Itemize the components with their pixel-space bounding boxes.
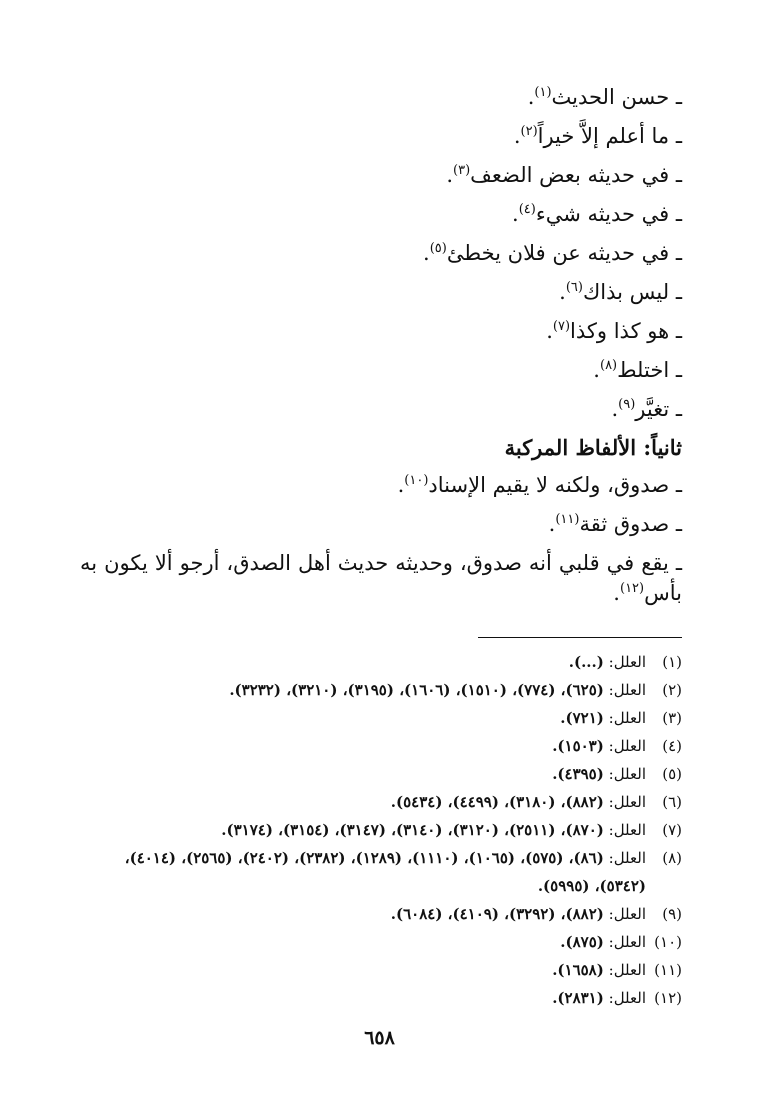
footnote-number: (١٠) — [654, 933, 682, 951]
footnote-number: (٣) — [662, 709, 682, 727]
footnote: (٢) العلل: (٦٢٥)، (٧٧٤)، (١٥١٠)، (١٦٠٦)، (٣١٩٥)، (٣٢١٠)، (٣٢٣٢). — [90, 676, 682, 704]
text-line: ـ صدوق، ولكنه لا يقيم الإسناد$^{(١٠)}$. — [397, 473, 682, 497]
footnote: (٧) العلل: (٨٧٠)، (٢٥١١)، (٣١٢٠)، (٣١٤٠)، (٣١٤٧)، (٣١٥٤)، (٣١٧٤). — [90, 816, 682, 844]
text-line: ـ في حديثه شيء$^{(٤)}$. — [512, 202, 682, 226]
footnote-number: (٥) — [662, 765, 682, 783]
page-number: ٦٥٨ — [364, 1027, 395, 1049]
footnote-ref: (٩) — [618, 397, 636, 412]
text-line: ـ صدوق ثقة$^{(١١)}$. — [548, 512, 682, 536]
text-line: ـ تغيَّر$^{(٩)}$. — [611, 397, 682, 421]
text-line: ـ اختلط$^{(٨)}$. — [593, 358, 682, 382]
text-line: ـ ما أعلم إلاَّ خيراً$^{(٢)}$. — [513, 124, 682, 148]
footnote-number: (٤) — [662, 737, 682, 755]
main-text — [80, 78, 682, 608]
footnote-number: (١٢) — [654, 989, 682, 1007]
footnote-number: (١١) — [654, 961, 682, 979]
text-line: ـ هو كذا وكذا$^{(٧)}$. — [546, 319, 682, 343]
text-line: ـ في حديثه عن فلان يخطئ$^{(٥)}$. — [423, 241, 682, 265]
footnote: (٥) العلل: (٤٣٩٥). — [90, 760, 682, 788]
footnote: (٤) العلل: (١٥٠٣). — [90, 732, 682, 760]
footnote-ref: (٤) — [518, 202, 536, 217]
footnote-number: (١) — [662, 653, 682, 671]
footnote-separator — [478, 637, 682, 638]
text-paragraph: ـ يقع في قلبي أنه صدوق، وحديثه حديث أهل الصدق، أرجو ألا يكون به بأس$^{(١٢)}$. — [80, 551, 682, 605]
footnote-ref: (١) — [534, 85, 552, 100]
footnote-ref: (٨) — [599, 358, 618, 373]
text-line: ـ ليس بذاك$^{(٦)}$. — [559, 280, 682, 304]
footnote-number: (٩) — [662, 905, 682, 923]
footnote-ref: (٦) — [565, 280, 583, 295]
footnotes — [90, 648, 682, 1012]
text-line: ـ حسن الحديث$^{(١)}$. — [527, 85, 682, 109]
section-heading: ثانياً: الألفاظ المركبة — [504, 435, 682, 460]
footnote-number: (٨) — [662, 849, 682, 867]
footnote: (١) العلل: (...). — [90, 648, 682, 676]
footnote: (١٠) العلل: (٨٧٥). — [90, 928, 682, 956]
footnote-ref: (٣) — [453, 163, 471, 178]
footnote-ref: (١٠) — [404, 473, 429, 488]
footnote-ref: (١٢) — [619, 581, 645, 596]
footnote: (٨) العلل: (٨٦)، (٥٧٥)، (١٠٦٥)، (١١١٠)، (١٢٨٩)، (٢٣٨٢)، (٢٤٠٢)، (٢٥٦٥)، (٤٠١٤)، (٥٣٤٢)، (٥٩٩٥). — [90, 844, 682, 900]
footnote-ref: (٧) — [552, 319, 571, 334]
footnote-ref: (١١) — [555, 512, 580, 527]
footnote-number: (٦) — [662, 793, 682, 811]
footnote: (٦) العلل: (٨٨٢)، (٣١٨٠)، (٤٤٩٩)، (٥٤٣٤). — [90, 788, 682, 816]
footnote-ref: (٢) — [520, 124, 538, 139]
footnote-number: (٢) — [662, 681, 682, 699]
footnote-number: (٧) — [662, 821, 682, 839]
footnote: (١٢) العلل: (٢٨٣١). — [90, 984, 682, 1012]
footnote-ref: (٥) — [429, 241, 447, 256]
footnote: (٣) العلل: (٧٢١). — [90, 704, 682, 732]
footnote: (٩) العلل: (٨٨٢)، (٣٢٩٢)، (٤١٠٩)، (٦٠٨٤). — [90, 900, 682, 928]
footnote: (١١) العلل: (١٦٥٨). — [90, 956, 682, 984]
text-line: ـ في حديثه بعض الضعف$^{(٣)}$. — [446, 163, 682, 187]
